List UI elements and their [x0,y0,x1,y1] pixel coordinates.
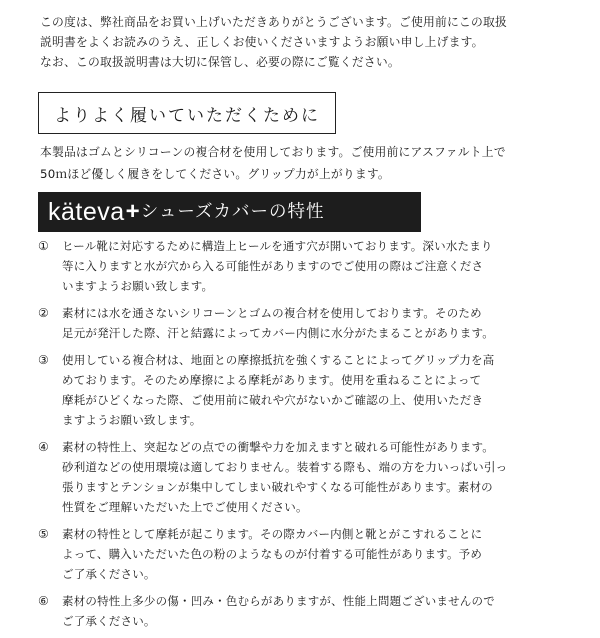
feature-line: 足元が発汗した際、汗と結露によってカバー内側に水分がたまることがあります。 [62,326,494,340]
item-number: ③ [38,353,49,367]
feature-line: 砂利道などの使用環境は適しておりません。装着する際も、端の方を力いっぱい引っ [62,460,508,474]
feature-line: 使用している複合材は、地面との摩擦抵抗を強くすることによってグリップ力を高 [62,353,495,367]
item-number: ④ [38,440,49,454]
plus-icon: + [125,198,140,225]
feature-line: 性質をご理解いただいた上でご使用ください。 [62,500,308,514]
item-number: ⑥ [38,594,49,608]
feature-line: ますようお願い致します。 [62,413,202,427]
intro-line: 説明書をよくお読みのうえ、正しくお使いくださいますようお願い申し上げます。 [40,35,484,49]
feature-line: ご了承ください。 [62,614,156,628]
feature-line: 張りますとテンションが集中してしまい破れやすくなる可能性があります。素材の [62,480,493,494]
feature-line: ヒール靴に対応するために構造上ヒールを通す穴が開いております。深い水たまり [62,239,493,253]
usage-heading: よりよく履いていただくために [38,92,336,134]
feature-line: 素材の特性上、突起などの点での衝撃や力を加えますと破れる可能性があります。 [62,440,494,454]
feature-line: 摩耗がひどくなった際、ご使用前に破れや穴がないかご確認の上、使用いただき [62,393,484,407]
feature-item-1 [38,236,584,296]
feature-line: めております。そのため摩擦による摩耗があります。使用を重ねることによって [62,373,482,387]
features-title: シューズカバーの特性 [140,202,325,222]
feature-line: よって、購入いただいた色の粉のようなものが付着する可能性があります。予め [62,547,483,561]
usage-line: 50ｍほど優しく履きをしてください。グリップ力が上がります。 [40,167,390,181]
feature-item-3 [38,350,584,430]
feature-line: 等に入りますと水が穴から入る可能性がありますのでご使用の際はご注意くださ [62,259,484,273]
feature-line: いますようお願い致します。 [62,279,214,293]
intro-paragraph [40,12,580,72]
intro-line: なお、この取扱説明書は大切に保管し、必要の際にご覧ください。 [40,55,400,69]
item-number: ⑤ [38,527,49,541]
features-list [38,236,584,638]
intro-line: この度は、弊社商品をお買い上げいただきありがとうございます。ご使用前にこの取扱 [40,15,507,29]
brand-logo: käteva [48,198,125,226]
feature-item-5 [38,524,584,584]
feature-line: 素材の特性上多少の傷・凹み・色むらがありますが、性能上問題ございませんので [62,594,495,608]
feature-line: 素材の特性として摩耗が起こります。その際カバー内側と靴とがこすれることに [62,527,483,541]
feature-item-2 [38,303,584,343]
usage-line: 本製品はゴムとシリコーンの複合材を使用しております。ご使用前にアスファルト上で [40,145,506,159]
feature-line: ご了承ください。 [62,567,156,581]
feature-item-4 [38,437,584,517]
features-banner [38,192,421,232]
feature-item-6 [38,591,584,631]
usage-paragraph [40,141,580,185]
item-number: ① [38,239,49,253]
feature-line: 素材には水を通さないシリコーンとゴムの複合材を使用しております。そのため [62,306,482,320]
item-number: ② [38,306,49,320]
